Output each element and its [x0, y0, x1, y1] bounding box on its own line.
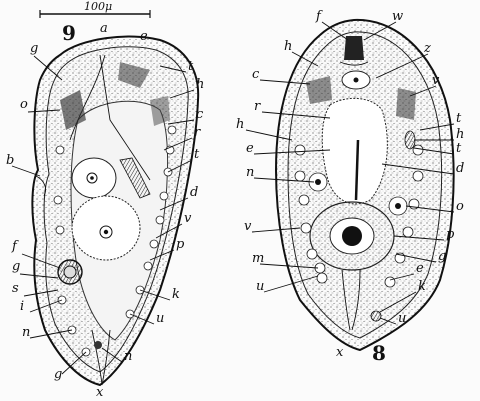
label-right-u-right: u: [398, 311, 407, 326]
label-right-n: n: [246, 165, 255, 180]
right-nucleus: [342, 226, 362, 246]
label-right-r: r: [254, 99, 261, 114]
label-right-v-left: v: [244, 219, 252, 234]
label-left-g-top: g: [30, 41, 39, 56]
label-right-z: z: [424, 41, 431, 56]
label-left-g-side: g: [12, 259, 21, 274]
label-left-c1: c: [196, 107, 204, 122]
right-figure-number: 8: [372, 341, 386, 365]
label-left-r1: r: [194, 125, 201, 140]
label-right-o: o: [456, 199, 464, 214]
right-figure: [276, 20, 454, 350]
label-left-i: i: [20, 299, 25, 314]
label-left-p1: p: [176, 237, 185, 252]
label-right-c: c: [252, 67, 260, 82]
label-left-d1: d: [190, 185, 199, 200]
label-left-h1: h: [196, 77, 205, 92]
label-right-i-right: t: [456, 141, 462, 156]
label-left-s: s: [12, 281, 19, 296]
left-figure: [32, 0, 198, 385]
label-left-o1: o: [20, 97, 28, 112]
label-right-d: d: [456, 161, 465, 176]
label-left-v1: v: [184, 211, 192, 226]
label-left-g-bottom: g: [54, 367, 63, 382]
left-figure-number: 9: [62, 21, 76, 45]
label-left-n1: n: [22, 325, 31, 340]
label-right-u-left: u: [256, 279, 265, 294]
label-right-e-right: e: [416, 261, 424, 276]
label-right-t: t: [456, 111, 462, 126]
label-left-b: b: [6, 153, 15, 168]
label-right-h-right: h: [456, 127, 465, 142]
label-left-n2: n: [124, 349, 133, 364]
label-right-h-left: h: [236, 117, 245, 132]
label-right-v-top: v: [432, 73, 440, 88]
label-left-a-top: a: [100, 21, 108, 36]
label-left-e-top: e: [140, 29, 148, 44]
label-right-h-top: h: [284, 39, 293, 54]
label-right-k: k: [418, 279, 426, 294]
label-right-g: g: [438, 249, 447, 264]
label-right-p: p: [446, 227, 455, 242]
label-left-t2: t: [194, 147, 200, 162]
label-right-m: m: [252, 251, 265, 266]
label-right-e-left: e: [246, 141, 254, 156]
right-gland: [322, 98, 387, 204]
label-left-f: f: [12, 239, 17, 254]
label-right-f: f: [316, 9, 321, 24]
label-right-w: w: [392, 9, 404, 24]
label-left-x-bottom: x: [96, 385, 104, 400]
label-left-u1: u: [156, 311, 165, 326]
scale-bar-label: 100μ: [84, 0, 113, 13]
label-left-k1: k: [172, 287, 180, 302]
label-right-x: x: [336, 345, 344, 360]
label-left-t1: t: [188, 59, 194, 74]
